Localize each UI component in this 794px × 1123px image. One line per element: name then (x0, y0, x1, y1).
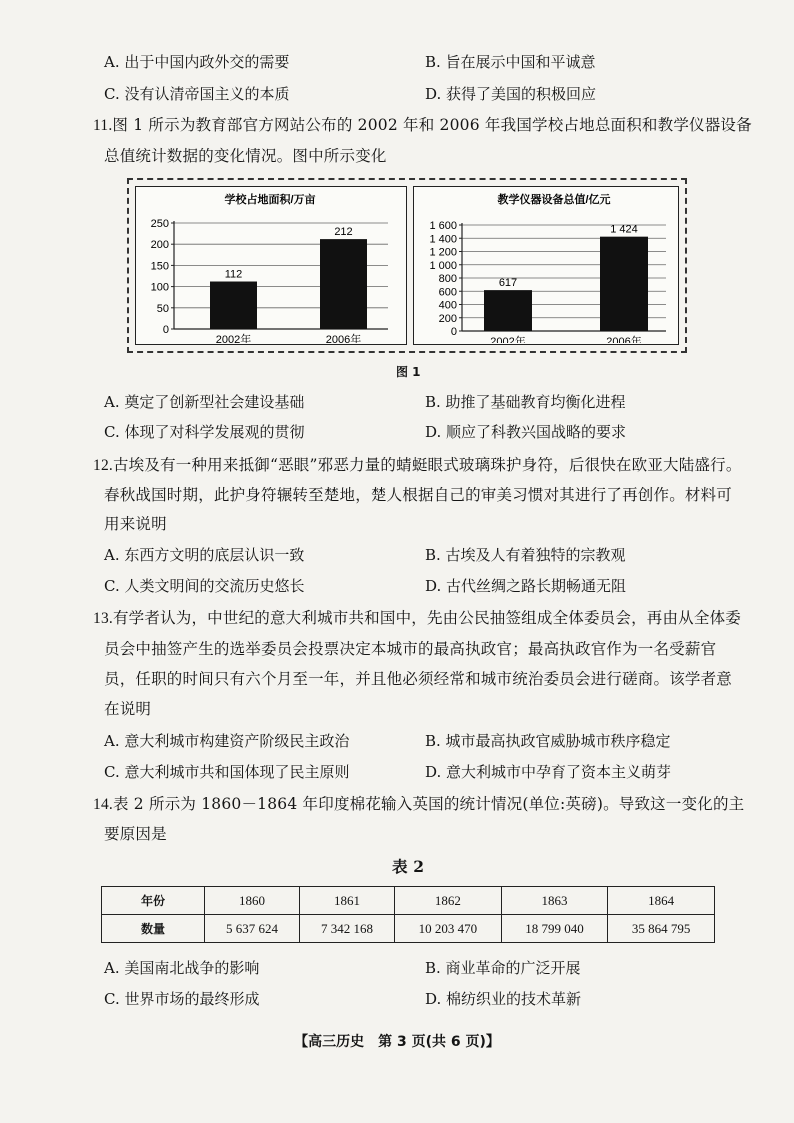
equipment-value-chart (414, 187, 677, 343)
q13-stem-line1 (93, 608, 741, 629)
y-tick-label: 0 (450, 326, 457, 338)
q12-stem-line1 (93, 455, 742, 476)
table-header-year: 年份 (102, 887, 205, 915)
q13-option-d: D. 意大利城市中孕育了资本主义萌芽 (425, 763, 672, 781)
table-cell-amount: 18 799 040 (501, 915, 608, 943)
q11-stem-line2: 总值统计数据的变化情况。图中所示变化 (104, 147, 387, 165)
bar-value-label: 1 424 (610, 223, 638, 236)
y-tick-label: 1 000 (429, 259, 457, 272)
q13-option-c: C. 意大利城市共和国体现了民主原则 (104, 763, 350, 781)
land-area-chart (136, 187, 405, 343)
table-cell-year: 1863 (501, 887, 608, 915)
q10-option-d: D. 获得了美国的积极回应 (425, 85, 597, 103)
y-tick-label: 0 (162, 324, 169, 336)
table-header-amount: 数量 (102, 915, 205, 943)
x-tick-label: 2006年 (606, 336, 642, 343)
bar (484, 290, 532, 331)
bar (600, 237, 648, 331)
q13-option-a: A. 意大利城市构建资产阶级民主政治 (104, 732, 350, 750)
q12-option-d: D. 古代丝绸之路长期畅通无阻 (425, 577, 627, 595)
q13-stem-line4: 在说明 (104, 700, 152, 718)
q14-option-d: D. 棉纺织业的技术革新 (425, 990, 582, 1008)
q11-option-d: D. 顺应了科教兴国战略的要求 (425, 423, 627, 441)
q11-text-line1: 图 1 所示为教育部官方网站公布的 2002 年和 2006 年我国学校占地总面积和教学仪器设备 (112, 116, 752, 134)
q13-text-line1: 有学者认为，中世纪的意大利城市共和国中，先由公民抽签组成全体委员会，再由从全体委 (112, 609, 741, 627)
q13-option-b: B. 城市最高执政官威胁城市秩序稳定 (425, 732, 671, 750)
q14-stem-line1 (93, 794, 744, 815)
q12-option-c: C. 人类文明间的交流历史悠长 (104, 577, 305, 595)
chart-panel-equipment-value (413, 186, 679, 345)
table-cell-year: 1861 (300, 887, 395, 915)
q11-option-c: C. 体现了对科学发展观的贯彻 (104, 423, 305, 441)
table-cell-amount: 10 203 470 (395, 915, 502, 943)
y-tick-label: 1 400 (429, 233, 457, 246)
table-row-amounts (102, 915, 715, 943)
table-cell-amount: 7 342 168 (300, 915, 395, 943)
q12-option-a: A. 东西方文明的底层认识一致 (104, 546, 305, 564)
chart-title: 学校占地面积/万亩 (224, 194, 316, 206)
q10-option-c: C. 没有认清帝国主义的本质 (104, 85, 290, 103)
q13-stem-line2: 员会中抽签产生的选举委员会投票决定本城市的最高执政官；最高执政官作为一名受薪官 (104, 640, 717, 658)
q12-number: 12. (93, 457, 113, 474)
table-cell-amount: 35 864 795 (608, 915, 715, 943)
q13-stem-line3: 员，任职的时间只有六个月至一年，并且他必须经常和城市统治委员会进行磋商。该学者意 (104, 670, 733, 688)
q14-stem-line2: 要原因是 (104, 825, 167, 843)
q14-option-b: B. 商业革命的广泛开展 (425, 959, 581, 977)
q12-stem-line3: 用来说明 (104, 515, 167, 533)
bar-value-label: 212 (334, 226, 353, 239)
table-cell-year: 1860 (205, 887, 300, 915)
q11-number: 11. (93, 117, 113, 134)
y-tick-label: 100 (150, 281, 169, 294)
bar-value-label: 617 (498, 277, 518, 290)
q10-option-b: B. 旨在展示中国和平诚意 (425, 53, 596, 71)
chart-panel-land-area (135, 186, 407, 345)
q11-option-a: A. 奠定了创新型社会建设基础 (104, 393, 305, 411)
table-cell-year: 1864 (608, 887, 715, 915)
x-tick-label: 2002年 (490, 336, 526, 343)
y-tick-label: 50 (156, 302, 169, 315)
q10-option-a: A. 出于中国内政外交的需要 (104, 53, 290, 71)
y-tick-label: 250 (150, 218, 169, 230)
q11-option-b: B. 助推了基础教育均衡化进程 (425, 393, 626, 411)
figure-1-caption: 图 1 (396, 365, 421, 379)
page-footer: 【高三历史 第 3 页(共 6 页)】 (294, 1034, 500, 1050)
q13-number: 13. (93, 610, 113, 627)
table-2 (101, 886, 715, 943)
q12-option-b: B. 古埃及人有着独特的宗教观 (425, 546, 626, 564)
q14-option-a: A. 美国南北战争的影响 (104, 959, 260, 977)
figure-1-frame (127, 178, 687, 353)
y-tick-label: 200 (438, 312, 457, 325)
y-tick-label: 1 600 (429, 220, 457, 232)
q12-stem-line2: 春秋战国时期，此护身符辗转至楚地，楚人根据自己的审美习惯对其进行了再创作。材料可 (104, 486, 733, 504)
x-tick-label: 2006年 (325, 334, 362, 343)
table-row-years (102, 887, 715, 915)
table-cell-year: 1862 (395, 887, 502, 915)
table-cell-amount: 5 637 624 (205, 915, 300, 943)
q12-text-line1: 古埃及有一种用来抵御“恶眼”邪恶力量的蜻蜓眼式玻璃珠护身符，后很快在欧亚大陆盛行。 (112, 456, 742, 474)
q14-option-c: C. 世界市场的最终形成 (104, 990, 260, 1008)
y-tick-label: 200 (150, 239, 169, 252)
bar (210, 282, 257, 329)
chart-title: 教学仪器设备总值/亿元 (497, 194, 611, 206)
q14-number: 14. (93, 796, 113, 813)
x-tick-label: 2002年 (215, 334, 252, 343)
bar-value-label: 112 (224, 268, 243, 281)
q14-text-line1: 表 2 所示为 1860－1864 年印度棉花输入英国的统计情况(单位:英磅)。导致这一变化的主 (112, 795, 745, 813)
y-tick-label: 600 (438, 286, 457, 299)
bar (320, 239, 367, 329)
y-tick-label: 800 (438, 273, 457, 285)
y-tick-label: 400 (438, 299, 457, 312)
q11-stem-line1 (93, 115, 752, 136)
table-2-caption: 表 2 (392, 857, 425, 876)
y-tick-label: 150 (150, 260, 169, 273)
y-tick-label: 1 200 (429, 246, 457, 259)
